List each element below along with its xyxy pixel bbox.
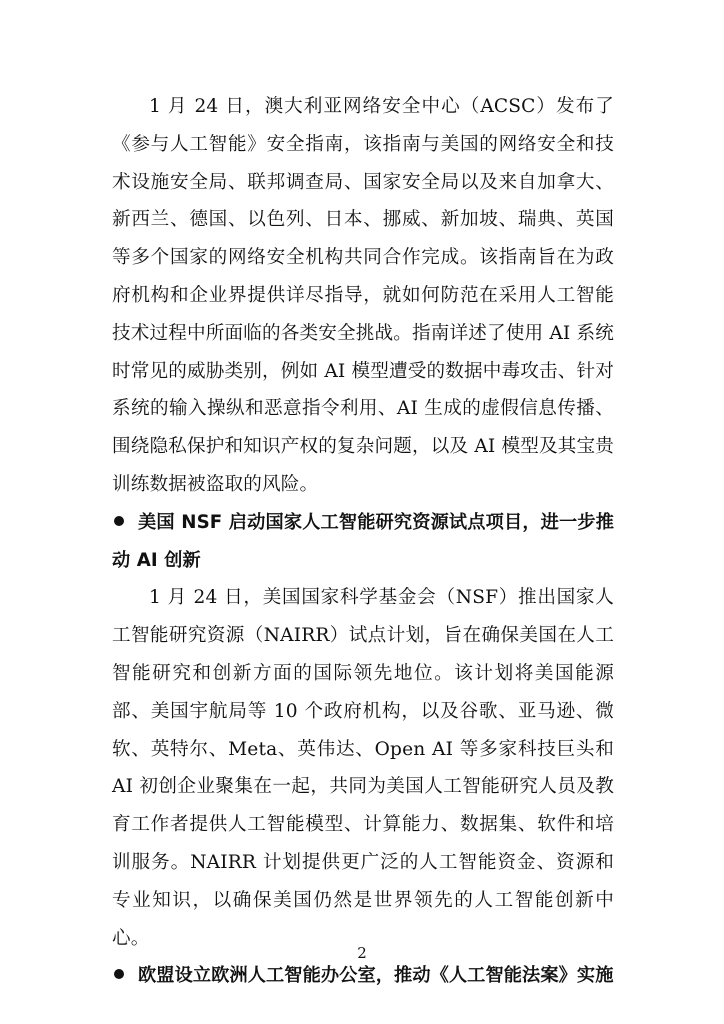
section-heading-text: 美国 NSF 启动国家人工智能研究资源试点项目，进一步推动 AI 创新: [112, 511, 614, 571]
paragraph-nsf-nairr: 1 月 24 日，美国国家科学基金会（NSF）推出国家人工智能研究资源（NAIRR）试点计划，旨在确保美国在人工智能研究和创新方面的国际领先地位。该计划将美国能源部、美国宇航局等 10 个政府机构，以及谷歌、亚马逊、微软、英特尔、Meta、英伟达、Open AI 等多家科技巨头和 AI 初创企业聚集在一起，共同为美国人工智能研究人员及教育工作者提供人工智能模型、计算能力、数据集、软件和培训服务。NAIRR 计划提供更广泛的人工智能资金、资源和专业知识，以确保美国仍然是世界领先的人工智能创新中心。: [112, 587, 614, 949]
bullet-icon: [114, 969, 124, 979]
page-number: 2: [357, 944, 367, 962]
section-heading-nsf-nairr: [112, 504, 614, 580]
section-heading-text: 欧盟设立欧洲人工智能办公室，推动《人工智能法案》实施: [138, 965, 614, 987]
bullet-icon: [114, 516, 124, 526]
paragraph-acsc-guide: 1 月 24 日，澳大利亚网络安全中心（ACSC）发布了《参与人工智能》安全指南，该指南与美国的网络安全和技术设施安全局、联邦调查局、国家安全局以及来自加拿大、新西兰、德国、以色列、日本、挪威、新加坡、瑞典、英国等多个国家的网络安全机构共同合作完成。该指南旨在为政府机构和企业界提供详尽指导，就如何防范在采用人工智能技术过程中所面临的各类安全挑战。指南详述了使用 AI 系统时常见的威胁类别，例如 AI 模型遭受的数据中毒攻击、针对系统的输入操纵和恶意指令利用、AI 生成的虚假信息传播、围绕隐私保护和知识产权的复杂问题，以及 AI 模型及其宝贵训练数据被盗取的风险。: [112, 96, 614, 495]
section-heading-eu-ai-office: [112, 957, 614, 995]
page-content: [112, 88, 614, 995]
